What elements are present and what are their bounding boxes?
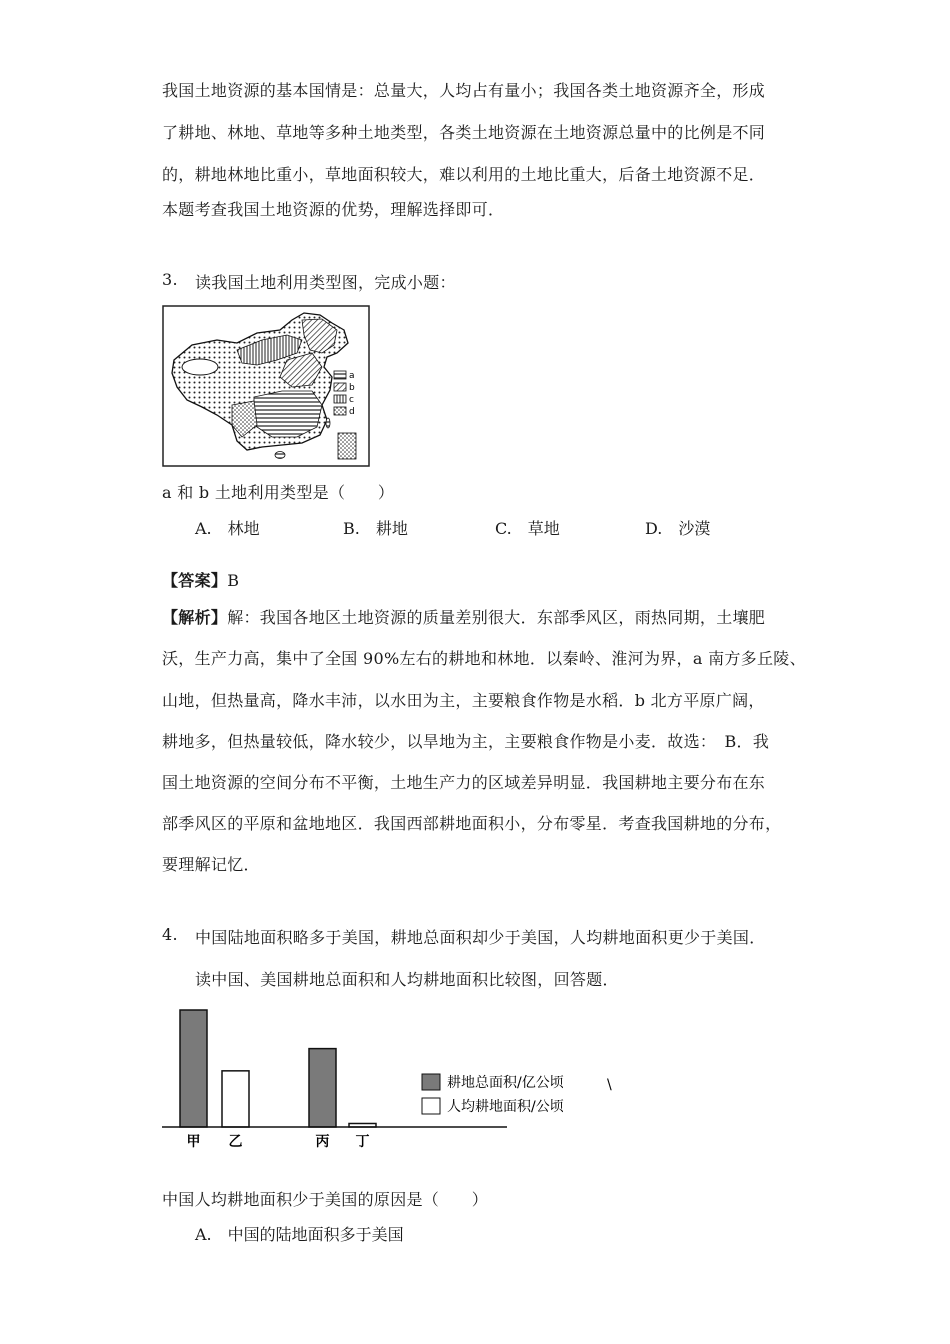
legend-swatch-a (334, 371, 346, 379)
q3-option-c[interactable]: C. 草地 (495, 519, 560, 538)
category-label: 甲 (186, 1134, 201, 1150)
hainan-island (275, 452, 285, 459)
category-label: 丁 (355, 1134, 370, 1150)
taiwan-island (326, 418, 330, 428)
category-label: 丙 (315, 1134, 330, 1150)
legend-swatch-b (334, 383, 346, 391)
legend-swatch-percapita (422, 1098, 440, 1114)
q4-line2: 读中国、美国耕地总面积和人均耕地面积比较图，回答题． (195, 970, 619, 989)
legend-label-d: d (349, 407, 355, 417)
q4-number: 4. (162, 925, 178, 944)
land-use-map (162, 305, 370, 467)
bar-layer (180, 1010, 376, 1127)
q3-analysis-line (162, 605, 765, 628)
south-sea-inset (338, 433, 356, 459)
q3-prompt: 读我国土地利用类型图，完成小题： (195, 273, 456, 292)
q3-analysis-line: 沃，生产力高，集中了全国 90%左右的耕地和林地．以秦岭、淮河为界，a 南方多丘陵、 (162, 649, 806, 668)
legend-swatch-total (422, 1074, 440, 1090)
q3-analysis-line: 耕地多，但热量较低，降水较少，以旱地为主，主要粮食作物是小麦．故选： B．我 (162, 732, 770, 751)
q3-analysis-line: 国土地资源的空间分布不平衡，土地生产力的区域差异明显．我国耕地主要分布在东 (162, 773, 766, 792)
q3-answer (162, 568, 239, 591)
legend-stray-mark: \ (607, 1077, 612, 1093)
intro-line: 本题考查我国土地资源的优势，理解选择即可． (162, 200, 505, 219)
legend-label-c: c (349, 395, 354, 405)
analysis-label: 【解析】 (162, 608, 228, 627)
q3-option-a[interactable]: A. 林地 (195, 519, 260, 538)
chart-legend (422, 1074, 612, 1115)
bar-percapita-1 (222, 1071, 249, 1127)
q4-option-a[interactable]: A. 中国的陆地面积多于美国 (195, 1225, 404, 1244)
intro-line: 我国土地资源的基本国情是：总量大，人均占有量小；我国各类土地资源齐全，形成 (162, 81, 766, 100)
q3-option-d[interactable]: D. 沙漠 (645, 519, 711, 538)
intro-line: 的，耕地林地比重小，草地面积较大，难以利用的土地比重大，后备土地资源不足． (162, 165, 766, 184)
legend-label-a: a (349, 371, 355, 381)
q3-option-b[interactable]: B. 耕地 (343, 519, 408, 538)
q4-line1: 中国陆地面积略多于美国，耕地总面积却少于美国，人均耕地面积更少于美国． (195, 928, 766, 947)
q3-number: 3. (162, 270, 178, 289)
legend-label-percapita: 人均耕地面积/公顷 (447, 1099, 564, 1115)
q3-analysis-line: 山地，但热量高，降水丰沛，以水田为主，主要粮食作物是水稻．b 北方平原广阔， (162, 691, 765, 710)
q3-analysis-line: 要理解记忆． (162, 855, 260, 874)
q3-analysis-line: 部季风区的平原和盆地地区．我国西部耕地面积小，分布零星．考查我国耕地的分布， (162, 814, 782, 833)
farmland-bar-chart (162, 1000, 622, 1160)
legend-label-b: b (349, 383, 355, 393)
answer-value: B (227, 571, 240, 590)
bar-total-2 (309, 1049, 336, 1127)
answer-label: 【答案】 (162, 571, 228, 590)
bar-total-0 (180, 1010, 207, 1127)
intro-line: 了耕地、林地、草地等多种土地类型，各类土地资源在土地资源总量中的比例是不同 (162, 123, 766, 142)
category-label: 乙 (228, 1134, 243, 1150)
q4-question: 中国人均耕地面积少于美国的原因是（ ） (162, 1190, 489, 1209)
legend-label-total: 耕地总面积/亿公顷 (447, 1075, 564, 1091)
analysis-text: 解：我国各地区土地资源的质量差别很大．东部季风区，雨热同期，土壤肥 (227, 608, 766, 627)
q3-question: a 和 b 土地利用类型是（ ） (162, 483, 395, 502)
basin-white (182, 359, 218, 375)
legend-swatch-c (334, 395, 346, 403)
category-labels (187, 1134, 370, 1150)
legend-swatch-d (334, 407, 346, 415)
